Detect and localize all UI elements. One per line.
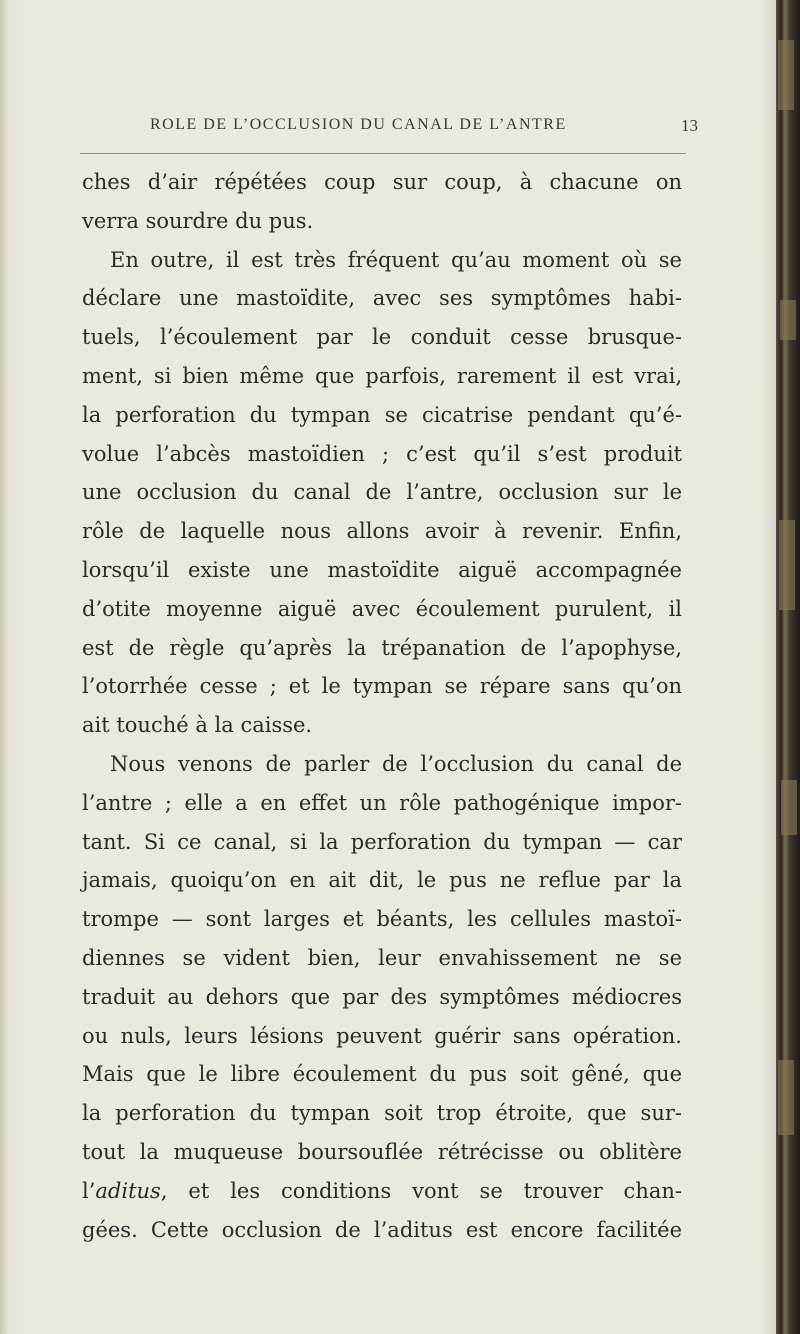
text-line: tant. Si ce canal, si la perforation du tympan — car	[82, 829, 682, 854]
running-title: ROLE DE L’OCCLUSION DU CANAL DE L’ANTRE	[150, 116, 567, 133]
text-line: trompe — sont larges et béants, les cellules mastoï-	[82, 907, 682, 932]
paragraph-first-line: Nous venons de parler de l’occlusion du canal de	[110, 751, 682, 776]
text-line: une occlusion du canal de l’antre, occlusion sur le	[82, 480, 682, 505]
text-line: ches d’air répétées coup sur coup, à chacune on	[82, 170, 682, 194]
text-line: l’aditus, et les conditions vont se trouver chan-	[82, 1178, 682, 1203]
text-line: verra sourdre du pus.	[82, 208, 314, 233]
text-line: Mais que le libre écoulement du pus soit gêné, que	[82, 1062, 682, 1087]
edge-mark	[778, 40, 794, 110]
text-line: l’antre ; elle a en effet un rôle pathogénique impor-	[82, 790, 682, 815]
book-spine-edge	[776, 0, 800, 1334]
edge-mark	[781, 780, 797, 835]
text-line: gées. Cette occlusion de l’aditus est encore facilitée	[82, 1217, 682, 1242]
text-line: la perforation du tympan se cicatrise pendant qu’é-	[82, 402, 682, 427]
paragraph-first-line: En outre, il est très fréquent qu’au moment où se	[110, 247, 682, 272]
text-line: tout la muqueuse boursouflée rétrécisse ou oblitère	[82, 1139, 682, 1164]
text-line: rôle de laquelle nous allons avoir à revenir. Enfin,	[82, 519, 682, 544]
running-header	[150, 116, 698, 140]
page-left-edge	[0, 0, 8, 1334]
text-line: traduit au dehors que par des symptômes médiocres	[82, 984, 682, 1009]
text-line: ou nuls, leurs lésions peuvent guérir sans opération.	[82, 1023, 682, 1048]
edge-mark	[780, 300, 796, 340]
page-number: 13	[681, 116, 698, 135]
text-line: ment, si bien même que parfois, rarement il est vrai,	[82, 363, 682, 388]
body-text	[82, 163, 682, 1249]
text-line: tuels, l’écoulement par le conduit cesse brusque-	[82, 325, 682, 350]
text-line: d’otite moyenne aiguë avec écoulement purulent, il	[82, 596, 682, 621]
text-line: volue l’abcès mastoïdien ; c’est qu’il s’est produit	[82, 441, 682, 466]
text-line: diennes se vident bien, leur envahissement ne se	[82, 945, 682, 970]
italic-term: aditus	[95, 1178, 161, 1203]
header-rule	[80, 153, 686, 154]
text-line: lorsqu’il existe une mastoïdite aiguë accompagnée	[82, 557, 682, 582]
text-line: la perforation du tympan soit trop étroite, que sur-	[82, 1101, 682, 1126]
text-line: déclare une mastoïdite, avec ses symptômes habi-	[82, 286, 682, 311]
text-line: ait touché à la caisse.	[82, 713, 313, 738]
edge-mark	[778, 1060, 794, 1135]
text-line: jamais, quoiqu’on en ait dit, le pus ne reflue par la	[82, 868, 682, 893]
text-line: l’otorrhée cesse ; et le tympan se répare sans qu’on	[82, 674, 682, 699]
edge-mark	[779, 520, 795, 610]
text-line: est de règle qu’après la trépanation de l’apophyse,	[82, 635, 682, 660]
